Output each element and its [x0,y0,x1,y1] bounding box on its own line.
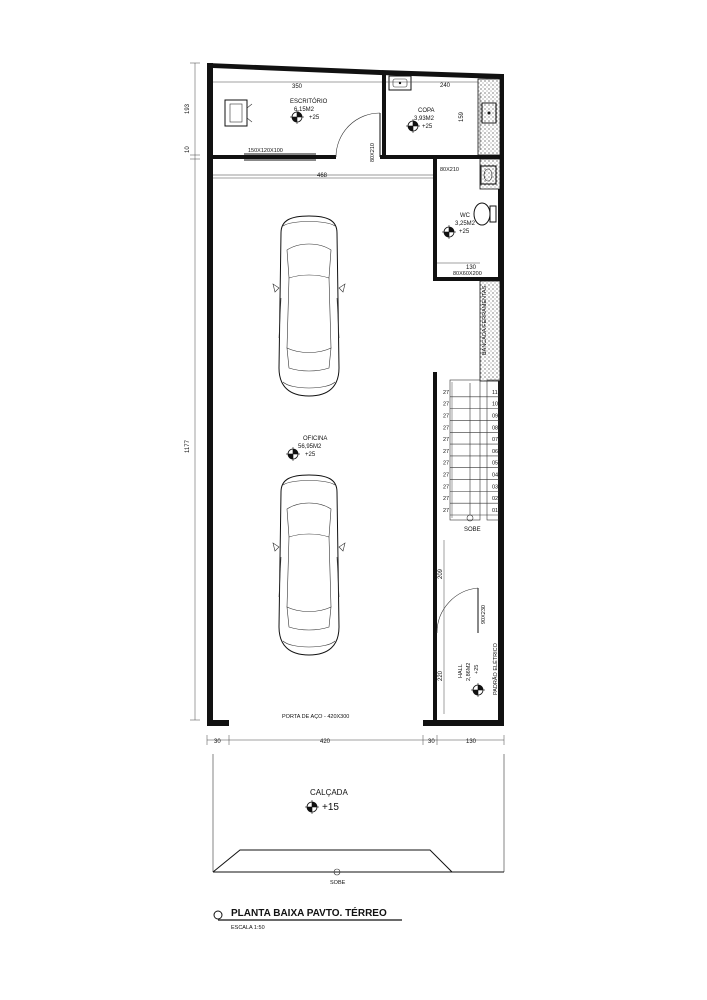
oficina-level: +25 [305,452,316,458]
hall-level: +25 [474,664,480,674]
copa-name: COPA [418,108,435,114]
escritorio-level: +25 [309,115,320,121]
stair-riser-label: 27 [443,508,450,514]
stair-riser-label: 27 [443,472,450,479]
dim-350: 350 [292,84,303,90]
office-chair [225,100,252,126]
room-oficina [286,436,327,461]
stair-step-number: 05 [492,460,499,467]
dim-468: 468 [317,173,328,179]
room-copa [406,108,435,133]
door-office-label: 80X210 [370,143,376,162]
bancada-label: BANCADA/FERRAMENTAS [482,285,488,355]
stair-riser-label: 27 [443,437,450,444]
stair-sobe-label: SOBE [464,527,481,533]
level-marker-icon [471,683,485,697]
stair-step-number: 09 [492,413,499,420]
room-hall [458,663,485,697]
copa-level: +25 [422,124,433,130]
plan-scale: ESCALA 1:50 [231,925,265,931]
door-hall-label: 90X230 [481,605,487,624]
dim-209: 209 [438,568,444,579]
walls [207,63,504,726]
dim-1177: 1177 [185,440,191,453]
stair-riser-label: 27 [443,484,450,491]
wc-name: WC [460,213,470,219]
sink-icon [389,76,411,90]
stair-riser-label: 27 [443,496,450,503]
escritorio-area: 6,15M2 [294,107,315,113]
dim-159: 159 [459,111,465,122]
hall-name: HALL [458,664,464,678]
room-escritorio [290,98,328,124]
stair-riser-label: 27 [443,401,450,408]
window-wc-label: 80X60X200 [453,271,482,277]
stair-step-number: 01 [492,508,499,514]
hall-area: 2,86M2 [466,662,472,681]
toilet-icon [474,203,496,225]
title-block [214,906,402,931]
plan-title: PLANTA BAIXA PAVTO. TÉRREO [231,908,387,919]
level-marker-icon [305,800,319,814]
room-wc [442,213,476,239]
stair-step-number: 06 [492,448,499,455]
staircase [443,380,499,520]
car-icon-bottom [273,475,345,655]
oficina-area: 56,95M2 [298,444,322,450]
oficina-name: OFICINA [303,436,328,442]
calcada-level: +15 [322,802,339,813]
stair-step-number: 08 [492,425,499,432]
stair-riser-label: 27 [443,448,450,455]
calcada-sobe-label: SOBE [330,880,346,886]
stair-step-number: 02 [492,496,499,503]
stair-step-number: 10 [492,401,499,408]
dim-240: 240 [440,83,451,89]
sidewalk [213,754,504,886]
dim-420: 420 [320,739,331,745]
padrao-eletrico-label: PADRÃO ELÉTRICO [493,643,499,695]
calcada-name: CALÇADA [310,788,348,797]
hall-door [437,588,478,633]
title-marker-icon [214,911,222,919]
dim-130-wc: 130 [466,265,477,271]
dim-10: 10 [185,146,191,153]
wc-area: 3,25M2 [455,221,476,227]
car-icon-top [273,216,345,396]
stair-step-number: 07 [492,437,499,444]
wall-hatch-copa [478,79,500,155]
dim-220: 220 [438,670,444,681]
dim-30-right: 30 [428,739,435,745]
dim-130-bottom: 130 [466,739,477,745]
door-wc-label: 80X210 [440,167,459,173]
stair-riser-label: 27 [443,460,450,467]
stair-step-number: 04 [492,472,499,479]
dim-30-left: 30 [214,739,221,745]
wc-level: +25 [459,229,470,235]
level-marker-icon [442,225,456,239]
dim-193: 193 [185,103,191,114]
stair-riser-label: 27 [443,425,450,432]
dimension-lines [190,63,504,745]
stair-riser-label: 27 [443,389,450,396]
steel-door-label: PORTA DE AÇO - 420X300 [282,714,350,720]
window-office-label: 150X120X100 [248,148,283,154]
stair-step-number: 03 [492,484,499,491]
escritorio-name: ESCRITÓRIO [290,99,328,105]
stair-step-number: 11 [492,389,498,396]
copa-area: 3,93M2 [414,116,435,122]
stair-riser-label: 27 [443,413,450,420]
